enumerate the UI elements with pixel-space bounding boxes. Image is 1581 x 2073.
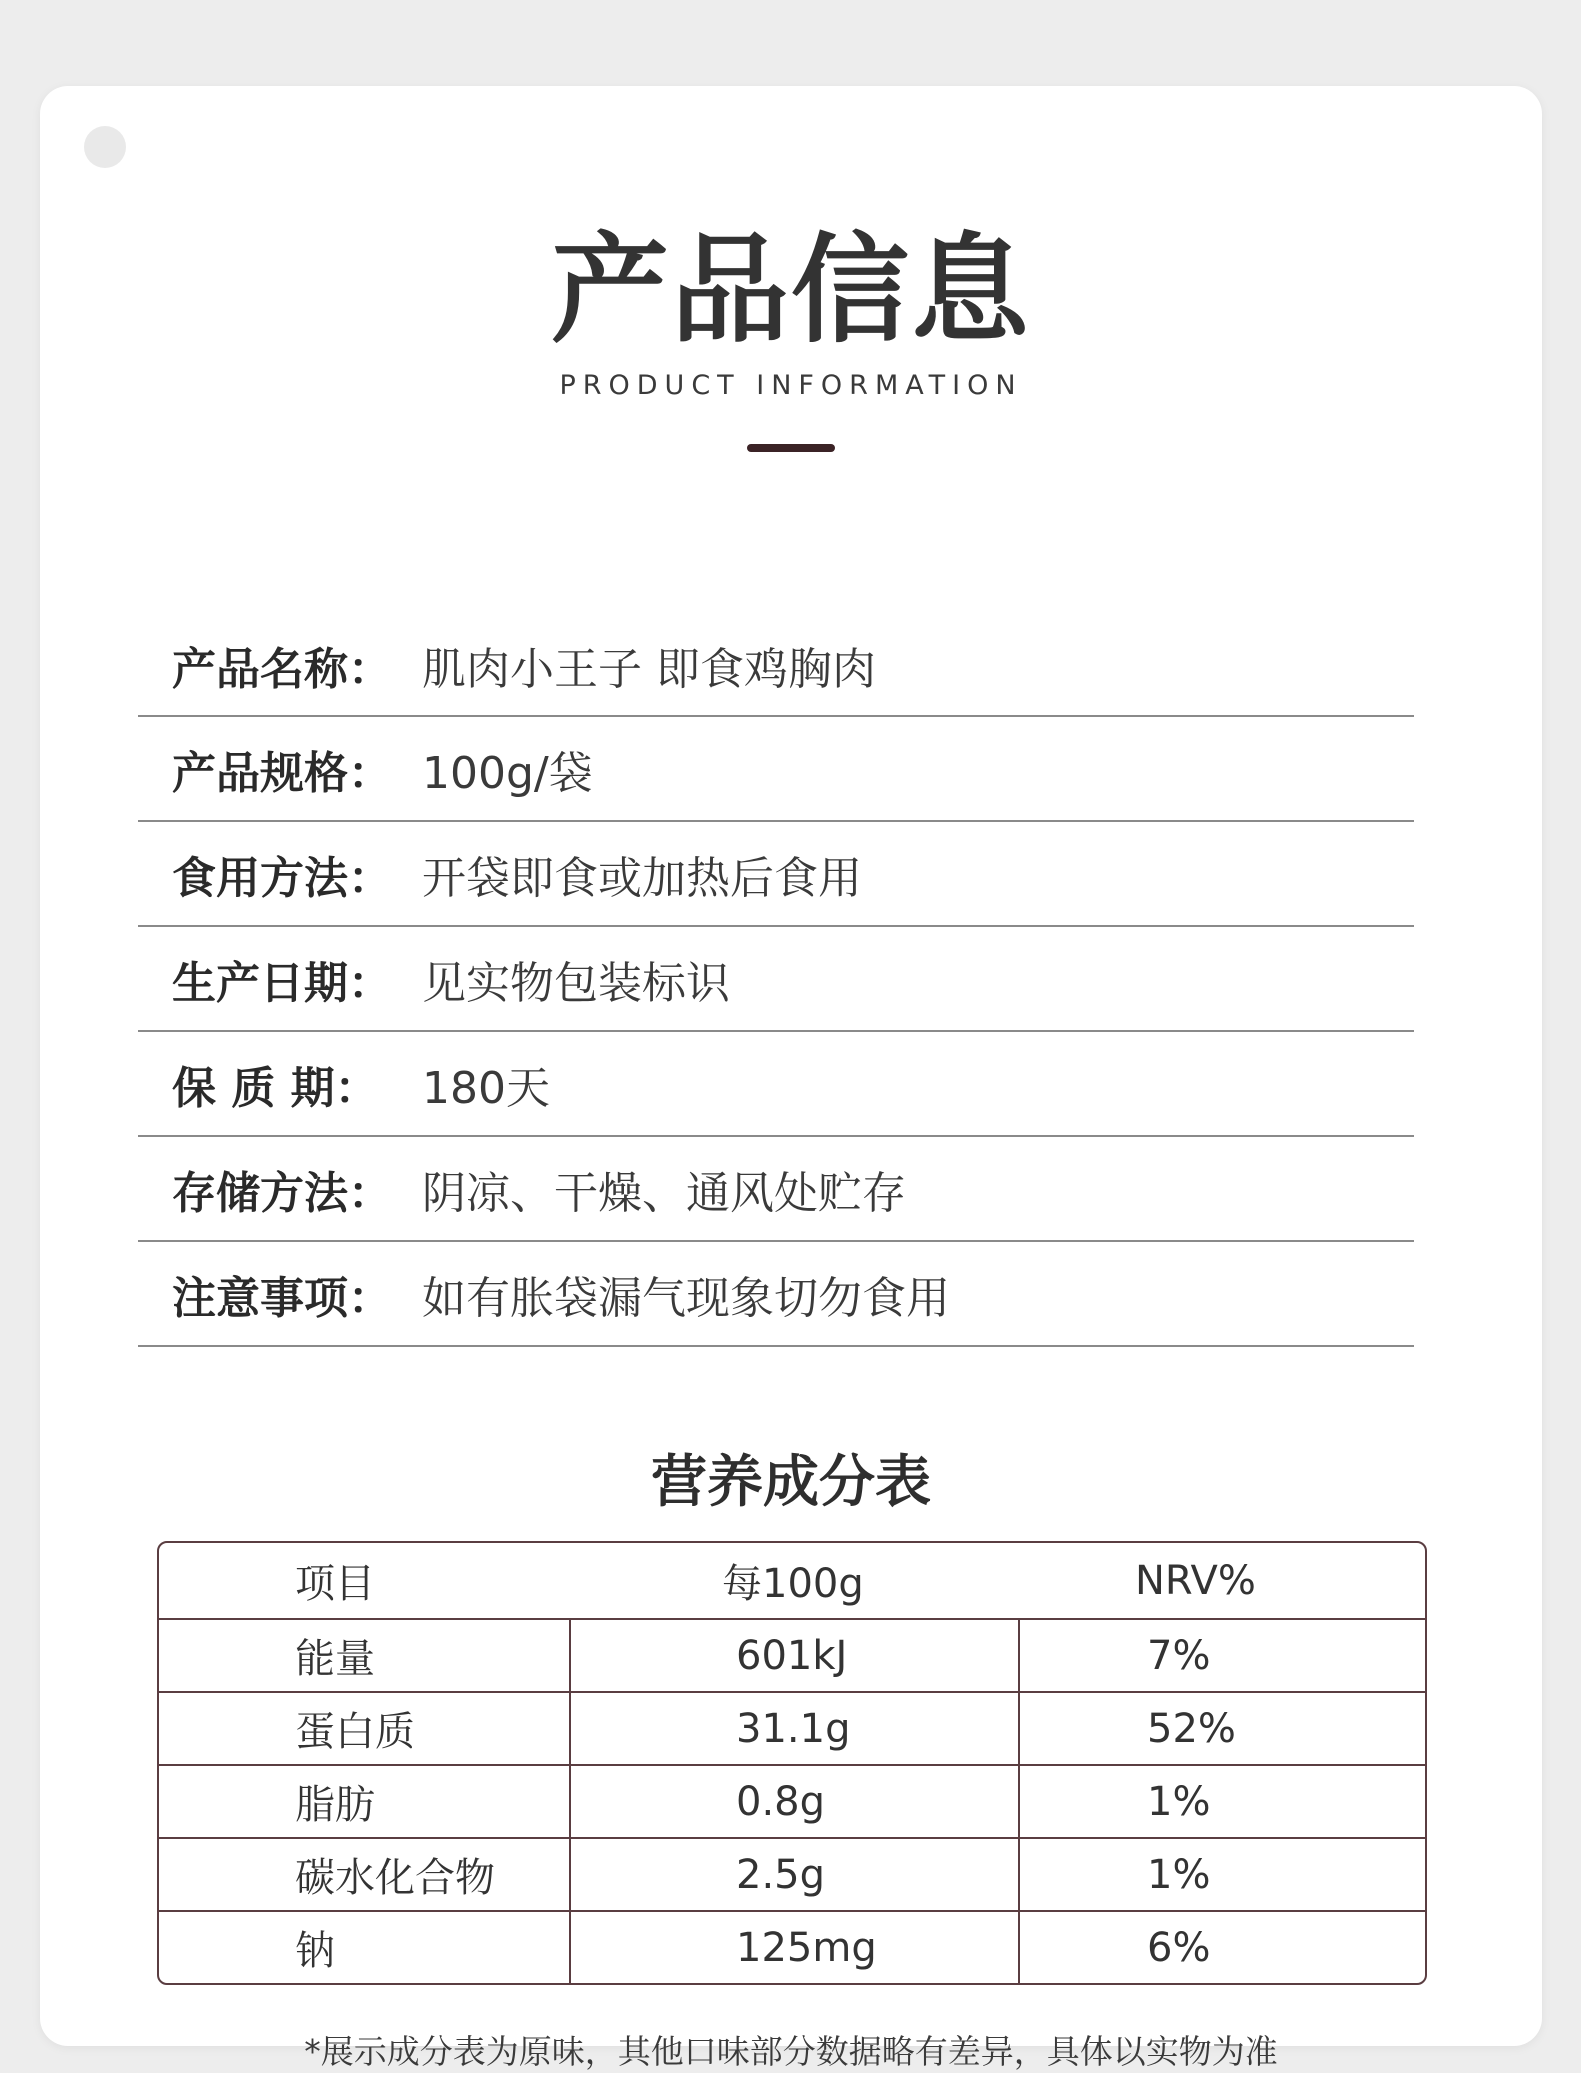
- table-row: [159, 1764, 1425, 1837]
- info-value: 阴凉、干燥、通风处贮存: [422, 1167, 906, 1219]
- table-cell-item: 蛋白质: [295, 1709, 415, 1755]
- info-key: 产品名称：: [172, 643, 392, 695]
- info-row-name: [138, 614, 1414, 717]
- info-key: 保 质 期：: [172, 1062, 379, 1114]
- table-cell-item: 钠: [295, 1928, 335, 1974]
- table-cell-amount: 2.5g: [569, 1839, 1018, 1910]
- table-row: [159, 1837, 1425, 1910]
- table-cell-amount: 31.1g: [569, 1693, 1018, 1764]
- info-value: 开袋即食或加热后食用: [422, 852, 862, 904]
- page-subtitle: PRODUCT INFORMATION: [559, 370, 1023, 401]
- product-info-list: [138, 614, 1414, 1347]
- nutrition-footnote: *展示成分表为原味，其他口味部分数据略有差异，具体以实物为准: [304, 2032, 1278, 2071]
- info-row-spec: [138, 717, 1414, 822]
- table-cell-nrv: 7%: [1018, 1620, 1425, 1691]
- info-value: 肌肉小王子 即食鸡胸肉: [422, 643, 876, 695]
- table-cell-nrv: 6%: [1018, 1912, 1425, 1983]
- info-row-production-date: [138, 927, 1414, 1032]
- info-row-usage: [138, 822, 1414, 927]
- table-row: [159, 1910, 1425, 1983]
- table-header-cell: NRV%: [1135, 1557, 1256, 1604]
- info-value: 见实物包装标识: [422, 957, 730, 1009]
- info-key: 存储方法：: [172, 1167, 392, 1219]
- info-row-storage: [138, 1137, 1414, 1242]
- table-cell-nrv: 52%: [1018, 1693, 1425, 1764]
- info-value: 180天: [422, 1062, 550, 1114]
- table-header-row: [159, 1543, 1425, 1618]
- table-cell-item: 脂肪: [295, 1782, 375, 1828]
- info-key: 食用方法：: [172, 852, 392, 904]
- info-key: 产品规格：: [172, 747, 392, 799]
- table-cell-amount: 601kJ: [569, 1620, 1018, 1691]
- nutrition-table-title: 营养成分表: [651, 1450, 931, 1515]
- corner-dot-decoration: [84, 126, 126, 168]
- nutrition-table: [157, 1541, 1427, 1985]
- page-title: 产品信息: [550, 221, 1031, 359]
- info-value: 如有胀袋漏气现象切勿食用: [422, 1272, 950, 1324]
- table-cell-item: 能量: [295, 1636, 375, 1682]
- table-cell-amount: 125mg: [569, 1912, 1018, 1983]
- product-info-card: [40, 86, 1542, 2071]
- info-key: 生产日期：: [172, 957, 392, 1009]
- table-cell-amount: 0.8g: [569, 1766, 1018, 1837]
- table-header-cell: 项目: [295, 1561, 375, 1607]
- info-row-caution: [138, 1242, 1414, 1347]
- table-row: [159, 1618, 1425, 1691]
- info-value: 100g/袋: [422, 747, 593, 799]
- table-row: [159, 1691, 1425, 1764]
- info-row-shelf-life: [138, 1032, 1414, 1137]
- table-cell-nrv: 1%: [1018, 1839, 1425, 1910]
- table-cell-nrv: 1%: [1018, 1766, 1425, 1837]
- table-header-cell: 每100g: [722, 1561, 864, 1607]
- title-underline-bar: [747, 444, 835, 452]
- info-key: 注意事项：: [172, 1272, 392, 1324]
- table-cell-item: 碳水化合物: [295, 1855, 495, 1901]
